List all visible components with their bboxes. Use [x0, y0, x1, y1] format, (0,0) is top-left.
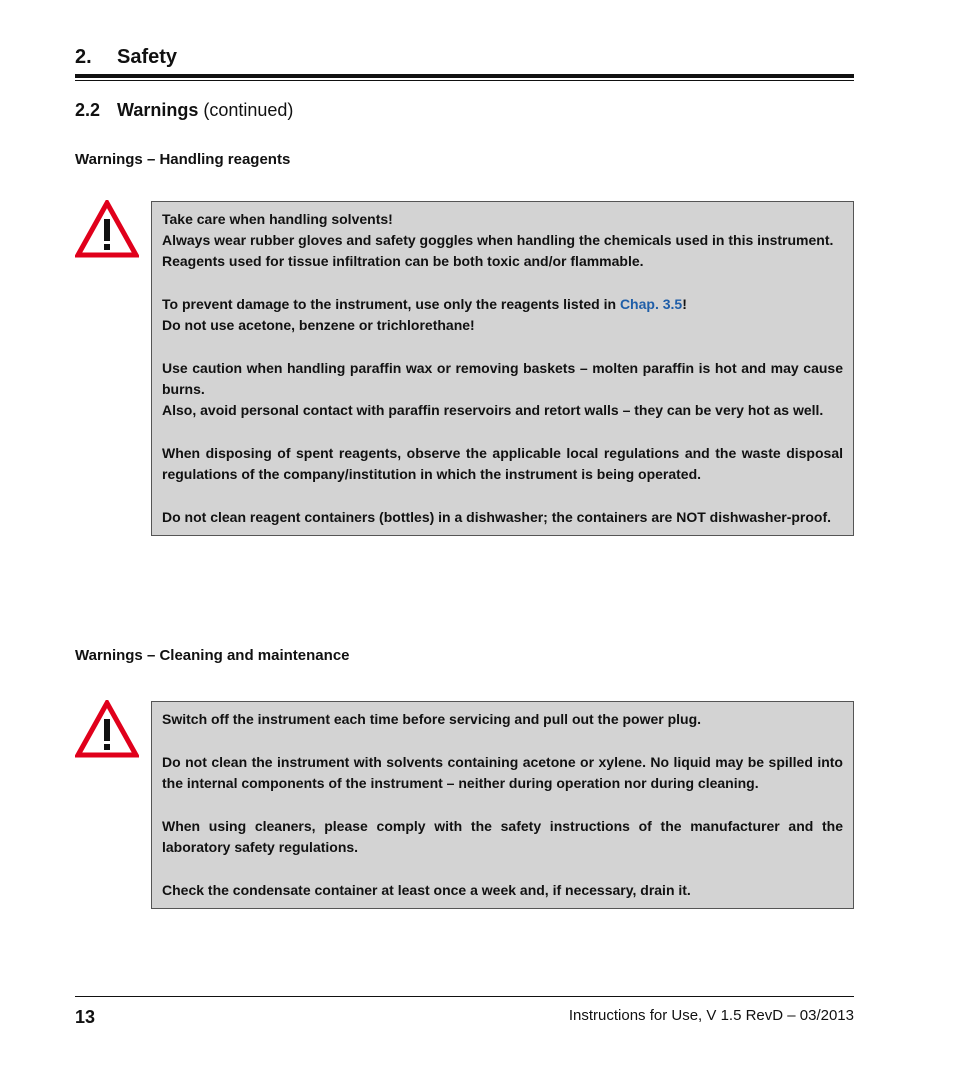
subheading-cleaning-maintenance: Warnings – Cleaning and maintenance: [75, 647, 350, 664]
warning-text-reagents: [162, 294, 843, 315]
warning-text-part: To prevent damage to the instrument, use only the reagents listed in: [162, 296, 617, 312]
warning-text: Use caution when handling paraffin wax or removing baskets – molten paraffin is hot and may cause burns.: [162, 360, 843, 397]
section-title: Warnings: [117, 100, 199, 120]
warning-text: Do not use acetone, benzene or trichlorethane!: [162, 317, 475, 333]
footer-rule: [75, 996, 854, 997]
warning-text: Check the condensate container at least once a week and, if necessary, drain it.: [162, 882, 691, 898]
header-rule: [75, 74, 854, 78]
section-heading: [75, 100, 293, 121]
section-suffix: (continued): [203, 100, 294, 120]
chapter-link[interactable]: Chap. 3.5: [619, 296, 683, 312]
warning-triangle-icon: [75, 200, 139, 258]
header-rule-thin: [75, 80, 854, 81]
subheading-handling-reagents: Warnings – Handling reagents: [75, 151, 291, 168]
warning-box-cleaning-maintenance: [151, 701, 854, 909]
page-number: 13: [75, 1007, 96, 1027]
warning-text: When using cleaners, please comply with the safety instructions of the manufacturer and the laboratory safety regulations.: [162, 818, 843, 855]
warning-text: Take care when handling solvents!: [162, 211, 393, 227]
warning-triangle-icon: [75, 700, 139, 758]
warning-text: Do not clean the instrument with solvents containing acetone or xylene. No liquid may be spilled into the internal components of the instrument – neither during operation nor during cleaning.: [162, 754, 843, 791]
warning-text: When disposing of spent reagents, observe the applicable local regulations and the waste disposal regulations of the company/institution in which the instrument is being operated.: [162, 445, 843, 482]
chapter-heading: [75, 46, 177, 69]
warning-text: Reagents used for tissue infiltration can be both toxic and/or flammable.: [162, 253, 644, 269]
chapter-title: Safety: [117, 46, 178, 68]
warning-text: Always wear rubber gloves and safety goggles when handling the chemicals used in this instrument.: [162, 232, 834, 248]
warning-text: Also, avoid personal contact with paraffin reservoirs and retort walls – they can be very hot as well.: [162, 402, 824, 418]
footer-text: Instructions for Use, V 1.5 RevD – 03/2013: [568, 1007, 854, 1024]
warning-text-part: !: [682, 296, 687, 312]
chapter-number: 2.: [75, 46, 92, 68]
section-number: 2.2: [75, 100, 101, 120]
warning-box-handling-reagents: [151, 201, 854, 536]
warning-text: Switch off the instrument each time before servicing and pull out the power plug.: [162, 711, 702, 727]
warning-text: Do not clean reagent containers (bottles) in a dishwasher; the containers are NOT dishwasher-proof.: [162, 509, 832, 525]
